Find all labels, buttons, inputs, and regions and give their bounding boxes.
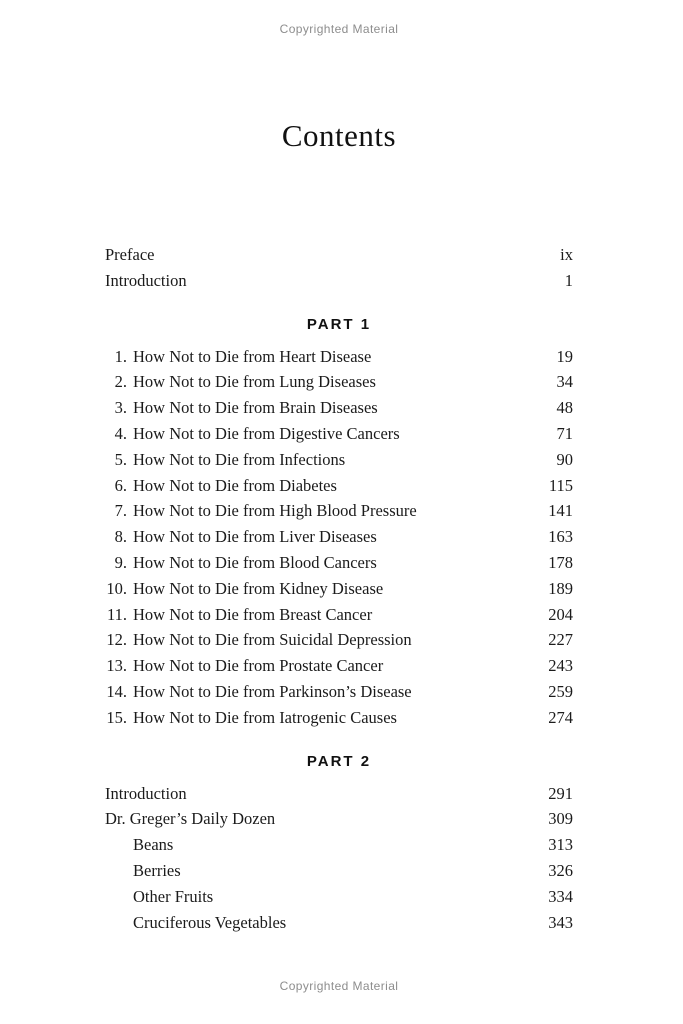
toc-entry-page: 334: [548, 886, 573, 906]
toc-row: [105, 344, 573, 370]
toc-entry-label: How Not to Die from Prostate Cancer: [133, 656, 384, 676]
table-of-contents: [105, 242, 573, 935]
toc-entry-label: How Not to Die from Infections: [133, 449, 346, 469]
toc-row: [105, 268, 573, 294]
toc-entry-label: How Not to Die from Brain Diseases: [133, 398, 378, 418]
toc-row: [105, 498, 573, 524]
toc-row: [105, 806, 573, 832]
toc-entry-number: 8.: [114, 527, 127, 547]
toc-entry-number: 6.: [114, 475, 127, 495]
toc-row: [105, 550, 573, 576]
toc-entry-label: Dr. Greger’s Daily Dozen: [105, 809, 276, 829]
toc-entry-page: 178: [548, 552, 573, 572]
toc-entry-label: How Not to Die from Breast Cancer: [133, 604, 373, 624]
toc-entry-number: 3.: [114, 398, 127, 418]
toc-entry-page: 259: [548, 681, 573, 701]
toc-entry-page: 141: [548, 501, 573, 521]
toc-row: [105, 705, 573, 731]
toc-entry-label: How Not to Die from High Blood Pressure: [133, 501, 417, 521]
toc-entry-number: 4.: [114, 423, 127, 443]
toc-entry-page: 1: [564, 270, 573, 290]
toc-entry-number: 14.: [106, 681, 127, 701]
toc-entry-page: 48: [556, 398, 573, 418]
toc-row: [105, 679, 573, 705]
toc-entry-label: Cruciferous Vegetables: [133, 912, 287, 932]
part1-entries: [105, 344, 573, 731]
toc-entry-page: 34: [556, 372, 573, 392]
toc-entry-page: ix: [560, 245, 573, 264]
toc-row: [105, 602, 573, 628]
toc-entry-page: 115: [548, 475, 573, 495]
toc-entry-label: How Not to Die from Diabetes: [133, 475, 337, 495]
toc-row: [105, 242, 573, 268]
toc-entry-label: Beans: [133, 835, 174, 855]
toc-entry-page: 163: [548, 527, 573, 547]
toc-entry-page: 189: [548, 578, 573, 598]
toc-entry-label: Introduction: [105, 270, 187, 290]
toc-entry-page: 71: [556, 423, 573, 443]
toc-entry-number: 7.: [114, 501, 127, 521]
part2-heading: PART 2: [306, 752, 372, 770]
toc-entry-page: 291: [548, 783, 573, 803]
toc-entry-label: Other Fruits: [133, 886, 214, 906]
toc-entry-page: 309: [548, 809, 573, 829]
toc-row: [105, 884, 573, 910]
toc-entry-page: 243: [548, 656, 573, 676]
toc-row: [105, 627, 573, 653]
page-title: Contents: [281, 118, 397, 153]
toc-row: [105, 421, 573, 447]
toc-entry-number: 15.: [106, 707, 127, 727]
toc-entry-label: How Not to Die from Iatrogenic Causes: [133, 707, 397, 727]
toc-row: [105, 395, 573, 421]
toc-entry-label: How Not to Die from Blood Cancers: [133, 552, 377, 572]
toc-row: [105, 832, 573, 858]
toc-entry-page: 326: [548, 860, 573, 880]
toc-entry-number: 9.: [114, 552, 127, 572]
toc-entry-page: 227: [548, 630, 573, 650]
toc-entry-number: 11.: [106, 604, 127, 624]
toc-entry-page: 204: [548, 604, 573, 624]
toc-entry-number: 5.: [114, 449, 127, 469]
toc-entry-label: How Not to Die from Lung Diseases: [133, 372, 376, 392]
toc-row: [105, 369, 573, 395]
part1-heading: PART 1: [306, 315, 372, 333]
toc-entry-page: 90: [556, 449, 573, 469]
toc-row: [105, 653, 573, 679]
toc-entry-label: How Not to Die from Digestive Cancers: [133, 423, 400, 443]
toc-entry-number: 10.: [106, 578, 127, 598]
toc-entry-label: Introduction: [105, 783, 187, 803]
toc-entry-label: How Not to Die from Liver Diseases: [133, 527, 377, 547]
toc-entry-label: Preface: [105, 245, 155, 264]
toc-row: [105, 576, 573, 602]
toc-entry-page: 274: [548, 707, 573, 727]
toc-entry-number: 13.: [106, 656, 127, 676]
toc-row: [105, 447, 573, 473]
front-matter-section: [105, 242, 573, 294]
toc-entry-label: How Not to Die from Parkinson’s Disease: [133, 681, 412, 701]
toc-entry-label: How Not to Die from Heart Disease: [133, 346, 372, 366]
toc-row: [105, 473, 573, 499]
toc-row: [105, 524, 573, 550]
toc-entry-page: 313: [548, 835, 573, 855]
toc-entry-page: 343: [548, 912, 573, 932]
copyright-notice-top: Copyrighted Material: [279, 22, 399, 36]
toc-row: [105, 910, 573, 936]
toc-entry-label: How Not to Die from Suicidal Depression: [133, 630, 412, 650]
toc-entry-label: How Not to Die from Kidney Disease: [133, 578, 384, 598]
toc-row: [105, 858, 573, 884]
toc-entry-number: 1.: [114, 346, 127, 366]
toc-entry-page: 19: [556, 346, 573, 366]
toc-entry-label: Berries: [133, 860, 181, 880]
copyright-notice-bottom: Copyrighted Material: [279, 979, 399, 994]
toc-row: [105, 781, 573, 807]
part2-entries: [105, 781, 573, 936]
toc-entry-number: 12.: [106, 630, 127, 650]
toc-entry-number: 2.: [114, 372, 127, 392]
